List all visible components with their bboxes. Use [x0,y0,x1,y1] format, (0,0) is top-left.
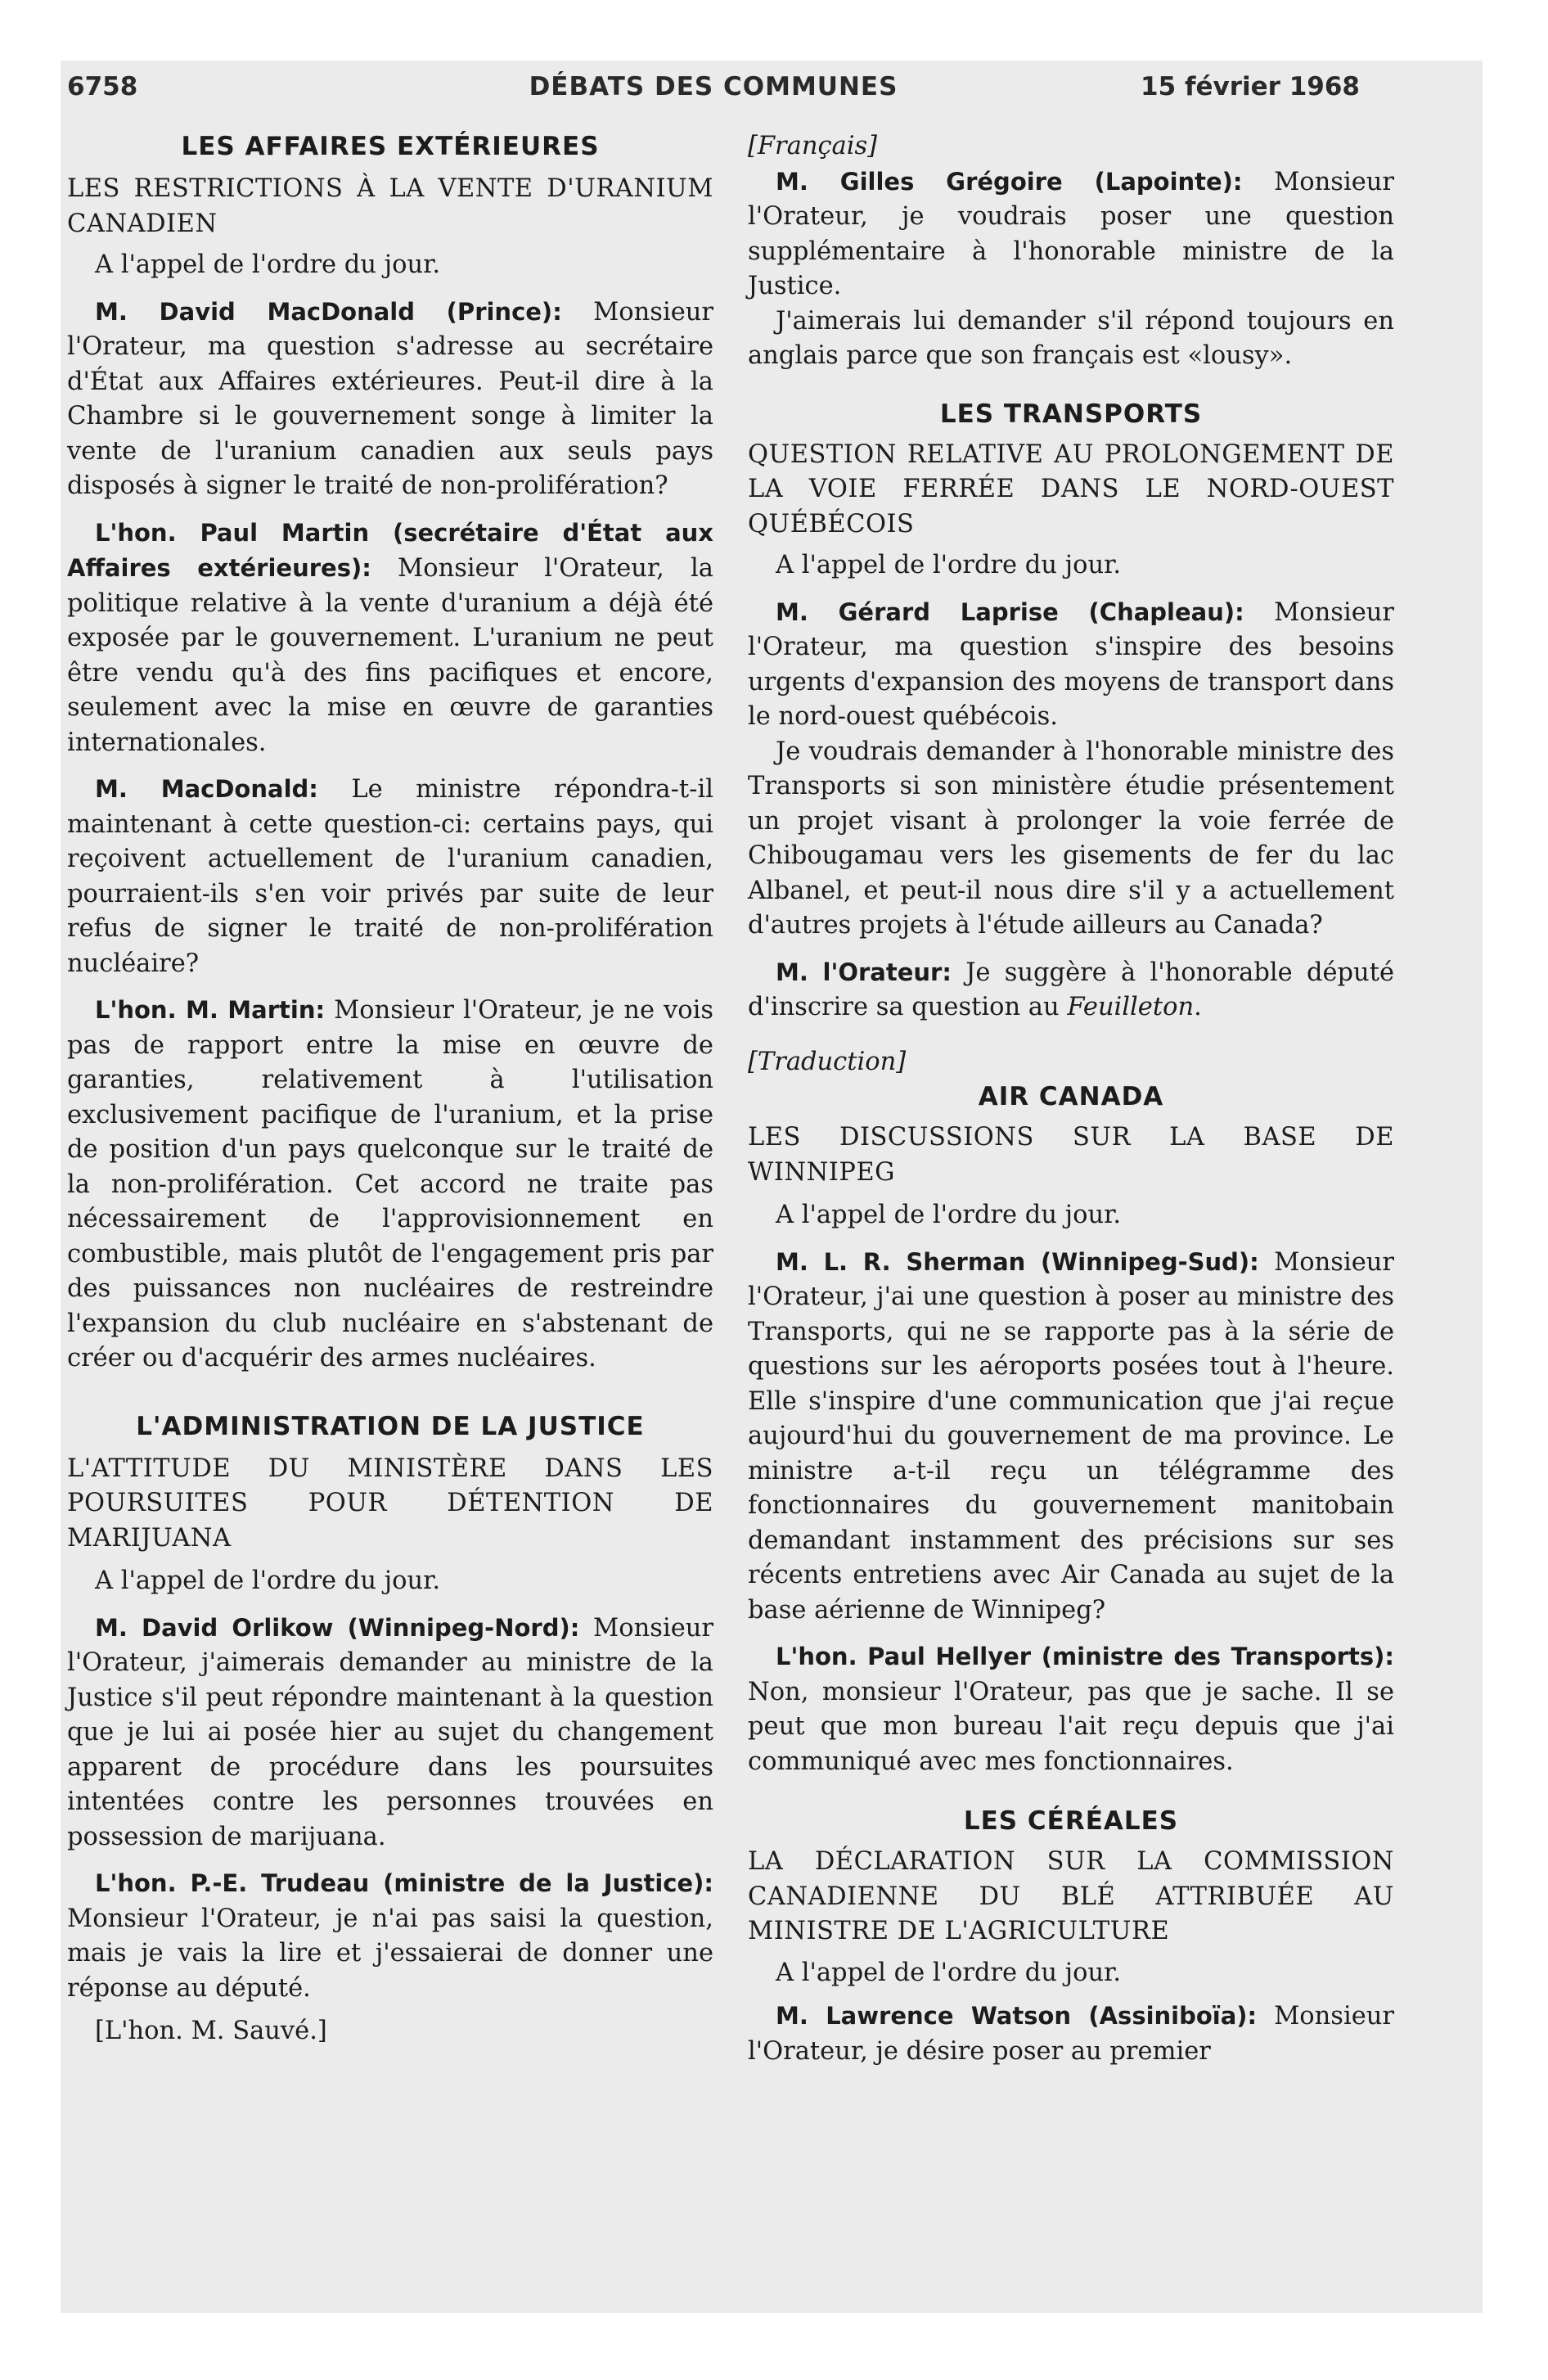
section-heading: LES AFFAIRES EXTÉRIEURES [181,132,600,161]
speaker-name: M. MacDonald: [95,775,318,803]
speech-paragraph: J'aimerais lui demander s'il répond toujours en anglais parce que son français est «lousy». [748,306,1394,370]
section-subheading: LES DISCUSSIONS SUR LA BASE DE WINNIPEG [748,1123,1394,1187]
order-of-day: A l'appel de l'ordre du jour. [776,551,1122,579]
speech-paragraph [748,1639,1394,1779]
speech-paragraph [748,955,1394,1025]
speech-text: Monsieur l'Orateur, je désire poser au premier [748,2002,1394,2066]
speaker-name: L'hon. P.-E. Trudeau (ministre de la Justice): [95,1869,713,1897]
speaker-name: M. L. R. Sherman (Winnipeg-Sud): [776,1247,1259,1276]
speaker-name: M. Gérard Laprise (Chapleau): [776,597,1244,626]
speech-paragraph [67,772,713,981]
speaker-name: L'hon. Paul Hellyer (ministre des Transports): [776,1643,1394,1670]
speech-paragraph [748,165,1394,304]
order-of-day: A l'appel de l'ordre du jour. [776,1201,1122,1229]
speaker-note: [L'hon. M. Sauvé.] [95,2017,327,2045]
section-heading: L'ADMINISTRATION DE LA JUSTICE [136,1411,645,1441]
publication-title: DÉBATS DES COMMUNES [529,72,898,101]
order-of-day: A l'appel de l'ordre du jour. [95,250,441,279]
speech-text: Monsieur l'Orateur, j'aimerais demander au ministre de la Justice s'il peut répondre maintenant à la question que je lui ai posée hier au sujet du changement apparent de procédure dans les poursuites intentées contre les personnes trouvées en possession de marijuana. [67,1613,713,1851]
speaker-name: L'hon. M. Martin: [95,996,326,1024]
speaker-name: M. David Orlikow (Winnipeg-Nord): [95,1613,580,1642]
section-subheading: QUESTION RELATIVE AU PROLONGEMENT DE LA VOIE FERRÉE DANS LE NORD-OUEST QUÉBÉCOIS [748,439,1394,539]
speech-text: Monsieur l'Orateur, j'ai une question à poser au ministre des Transports, qui ne se rapporte pas à la série de questions sur les aéroports posées tout à l'heure. Elle s'inspire d'une communication que j'ai reçue aujourd'hui du gouvernement de ma province. Le ministre a-t-il reçu un télégramme des fonctionnaires du gouvernement manitobain demandant instamment des précisions sur ses récents entretiens avec Air Canada au sujet de la base aérienne de Winnipeg? [748,1247,1394,1625]
speech-text: Monsieur l'Orateur, je n'ai pas saisi la question, mais je vais la lire et j'essaierai de donner une réponse au député. [67,1904,713,2003]
section-heading: LES CÉRÉALES [963,1806,1179,1836]
speaker-name: M. Gilles Grégoire (Lapointe): [776,167,1243,196]
speech-text: Monsieur l'Orateur, ma question s'inspire des besoins urgents d'expansion des moyens de transport dans le nord-ouest québécois. [748,597,1394,731]
speech-paragraph [67,993,713,1377]
speech-text-end: . [1194,993,1202,1021]
speech-text: Le ministre répondra-t-il maintenant à cette question-ci: certains pays, qui reçoivent actuellement de l'uranium canadien, pourraient-ils s'en voir privés par suite de leur refus de signer le traité de non-prolifération nucléaire? [67,775,713,978]
speech-paragraph: Je voudrais demander à l'honorable ministre des Transports si son ministère étudie présentement un projet visant à prolonger la voie ferrée de Chibougamau vers les gisements de fer du lac Albanel, et peut-il nous dire s'il y a actuellement d'autres projets à l'étude ailleurs au Canada? [748,737,1394,940]
section-heading: AIR CANADA [978,1082,1164,1111]
language-marker: [Traduction] [748,1047,907,1076]
speaker-name: M. Lawrence Watson (Assiniboïa): [776,2002,1258,2030]
speech-text: Monsieur l'Orateur, je ne vois pas de rapport entre la mise en œuvre de garanties, relativement à l'utilisation exclusivement pacifique de l'uranium, et la prise de position d'un pays quelconque sur le traité de la non-prolifération. Cet accord ne traite pas nécessairement de l'approvisionnement en combustible, mais plutôt de l'engagement pris par des puissances non nucléaires de restreindre l'expansion du club nucléaire en s'abstenant de créer ou d'acquérir des armes nucléaires. [67,996,713,1373]
feuilleton-italic: Feuilleton [1067,993,1195,1021]
page-date: 15 février 1968 [1141,72,1360,101]
speech-paragraph [67,1866,713,2006]
speech-text: Monsieur l'Orateur, ma question s'adresse au secrétaire d'État aux Affaires extérieures. Peut-il dire à la Chambre si le gouvernement songe à limiter la vente de l'uranium canadien aux seuls pays disposés à signer le traité de non-prolifération? [67,297,713,500]
speech-text: Non, monsieur l'Orateur, pas que je sache. Il se peut que mon bureau l'ait reçu depuis que j'ai communiqué avec mes fonctionnaires. [748,1677,1394,1776]
speaker-name: M. l'Orateur: [776,958,952,986]
section-heading: LES TRANSPORTS [939,399,1203,429]
section-subheading: LA DÉCLARATION SUR LA COMMISSION CANADIENNE DU BLÉ ATTRIBUÉE AU MINISTRE DE L'AGRICULTURE [748,1847,1394,1945]
order-of-day: A l'appel de l'ordre du jour. [776,1958,1122,1987]
section-subheading: L'ATTITUDE DU MINISTÈRE DANS LES POURSUITES POUR DÉTENTION DE MARIJUANA [67,1454,713,1553]
section-subheading: LES RESTRICTIONS À LA VENTE D'URANIUM CANADIEN [67,174,713,238]
speech-paragraph [67,516,713,761]
speech-paragraph [67,1611,713,1855]
order-of-day: A l'appel de l'ordre du jour. [95,1566,441,1595]
speaker-name: M. David MacDonald (Prince): [95,297,562,326]
speech-text: Je suggère à l'honorable député d'inscrire sa question au [748,958,1395,1021]
speech-text: Monsieur l'Orateur, la politique relative à la vente d'uranium a déjà été exposée par le gouvernement. L'uranium ne peut être vendu qu'à des fins pacifiques et encore, seulement avec la mise en œuvre de garanties internationales. [67,554,713,757]
right-column [748,129,1394,2069]
speech-paragraph [748,1999,1394,2069]
speech-paragraph [748,595,1394,735]
language-marker: [Français] [748,132,878,160]
left-column [67,129,713,2049]
speech-text: Monsieur l'Orateur, je voudrais poser une question supplémentaire à l'honorable ministre de la Justice. [748,167,1394,300]
page-number: 6758 [67,72,138,101]
speaker-name: L'hon. Paul Martin (secrétaire d'État aux Affaires extérieures): [67,518,713,582]
speech-paragraph [67,295,713,504]
speech-paragraph [748,1245,1394,1629]
page-header [67,72,1360,105]
